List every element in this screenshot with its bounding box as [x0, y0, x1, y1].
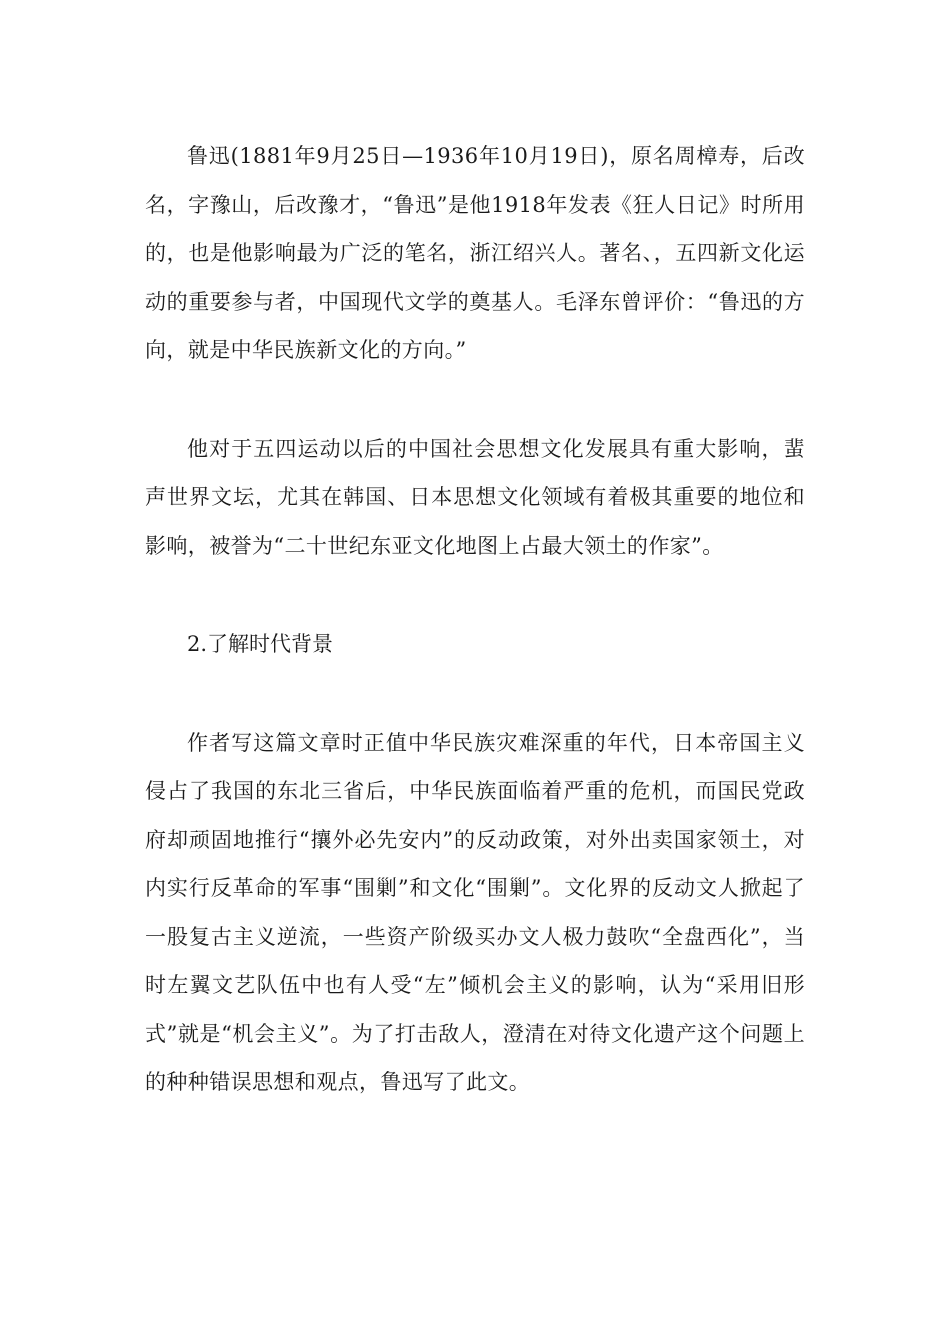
document-page: [145, 132, 805, 1107]
paragraph-biography: 鲁迅(1881年9月25日—1936年10月19日)，原名周樟寿，后改名，字豫山，后改豫才，“鲁迅”是他1918年发表《狂人日记》时所用的，也是他影响最为广泛的笔名，浙江绍兴人。著名、，五四新文化运动的重要参与者，中国现代文学的奠基人。毛泽东曾评价：“鲁迅的方向，就是中华民族新文化的方向。”: [145, 144, 805, 362]
section-heading: 2.了解时代背景: [187, 632, 334, 656]
paragraph-influence: 他对于五四运动以后的中国社会思想文化发展具有重大影响，蜚声世界文坛，尤其在韩国、日本思想文化领域有着极其重要的地位和影响，被誉为“二十世纪东亚文化地图上占最大领土的作家”。: [145, 436, 805, 558]
paragraph-gap: [145, 570, 805, 620]
paragraph-gap: [145, 375, 805, 425]
paragraph-gap: [145, 669, 805, 719]
paragraph-background: 作者写这篇文章时正值中华民族灾难深重的年代，日本帝国主义侵占了我国的东北三省后，中华民族面临着严重的危机，而国民党政府却顽固地推行“攘外必先安内”的反动政策，对外出卖国家领土，对内实行反革命的军事“围剿”和文化“围剿”。文化界的反动文人掀起了一股复古主义逆流，一些资产阶级买办文人极力鼓吹“全盘西化”，当时左翼文艺队伍中也有人受“左”倾机会主义的影响，认为“采用旧形式”就是“机会主义”。为了打击敌人，澄清在对待文化遗产这个问题上的种种错误思想和观点，鲁迅写了此文。: [145, 730, 805, 1094]
